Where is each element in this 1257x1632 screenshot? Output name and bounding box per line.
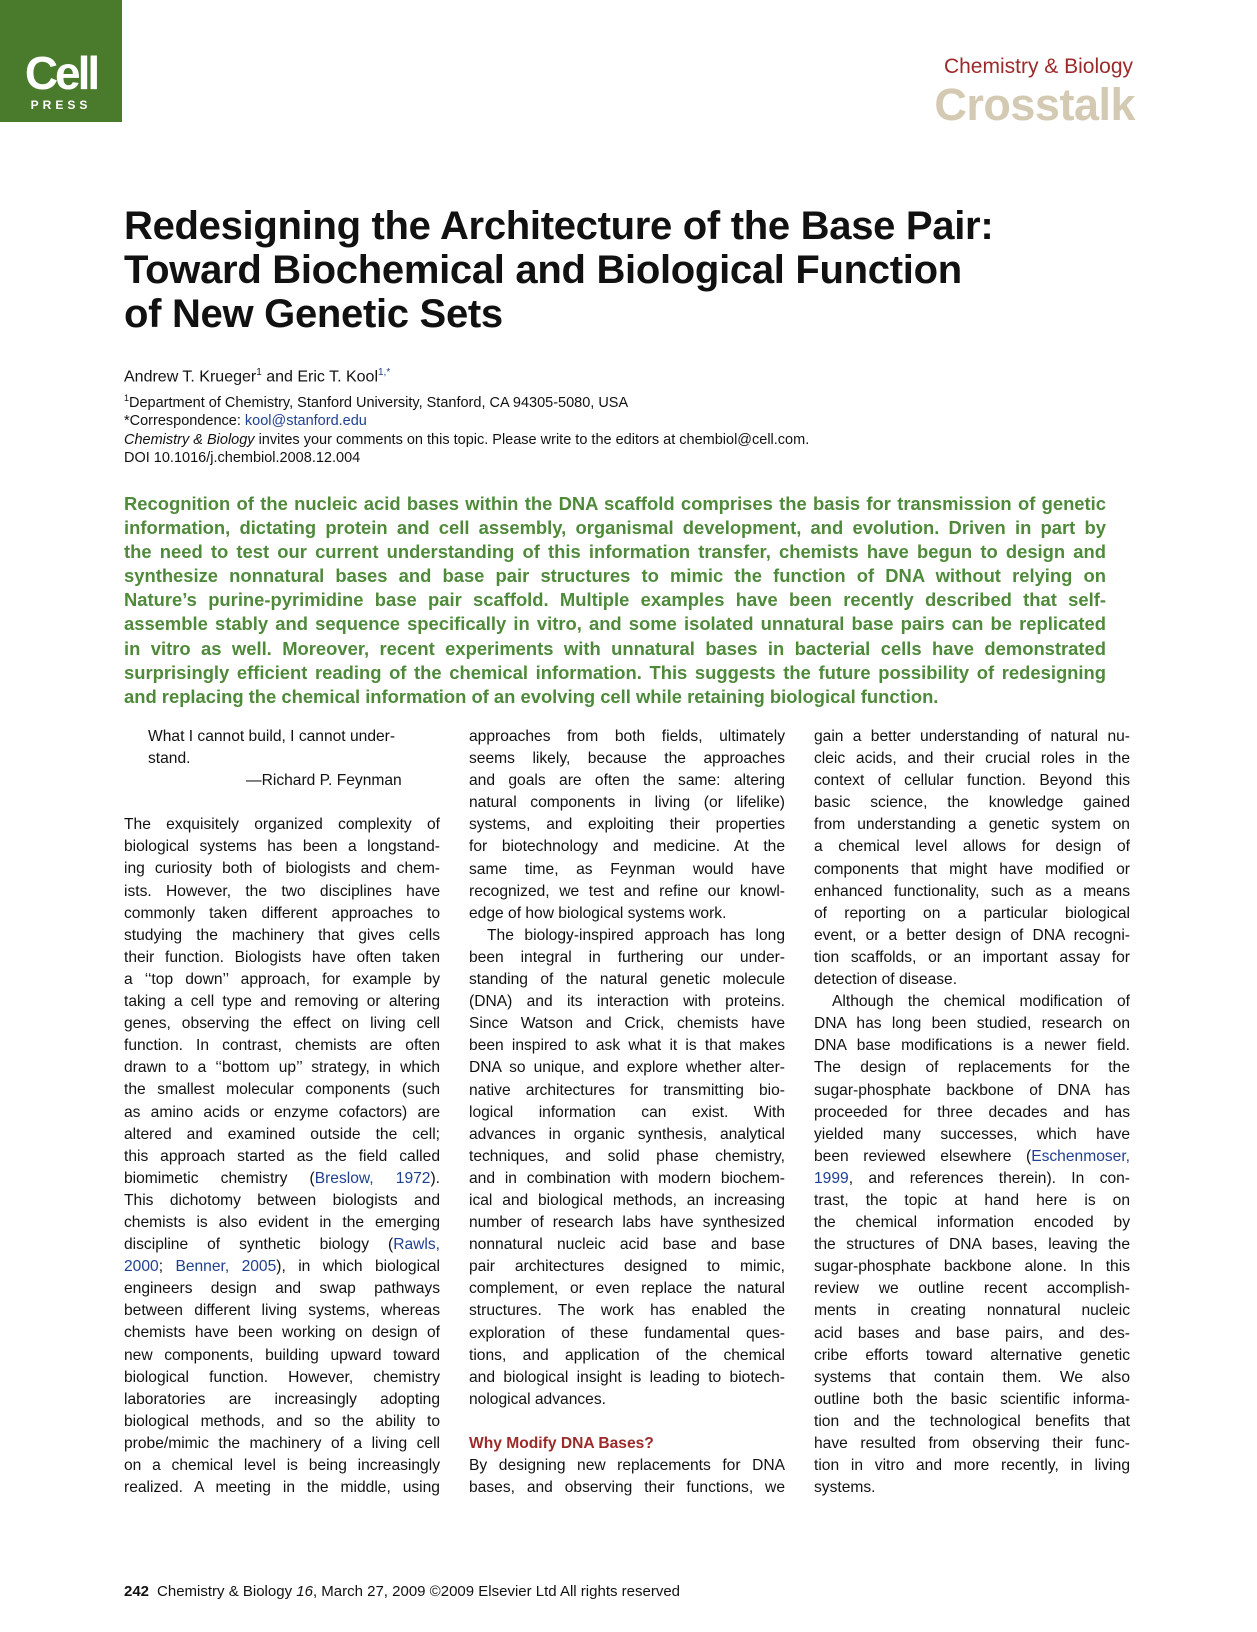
footer-copyright: , March 27, 2009 ©2009 Elsevier Ltd All rights reserved xyxy=(312,1583,681,1600)
author-separator: and xyxy=(261,368,298,386)
body-line: chemists have been working on design of xyxy=(124,1324,440,1342)
citation-link[interactable]: Benner, 2005 xyxy=(175,1258,277,1276)
body-line: and in combination with modern biochem- xyxy=(469,1169,785,1187)
body-line: components that might have modified or xyxy=(814,860,1130,878)
body-line: tions, and application of the chemical xyxy=(469,1346,785,1364)
body-line: event, or a better design of DNA recogni- xyxy=(814,926,1130,944)
body-line: acid bases and base pairs, and des- xyxy=(814,1324,1130,1342)
abstract-line: and replacing the chemical information of an evolving cell while retaining biological function. xyxy=(124,685,939,707)
title-line: Toward Biochemical and Biological Function xyxy=(124,248,962,292)
body-line: native architectures for transmitting bio- xyxy=(469,1081,785,1099)
abstract-line: assemble stably and sequence specifically in vitro, and some isolated unnatural base pairs can be replicated xyxy=(124,613,1106,635)
body-line: seems likely, because the approaches xyxy=(469,750,785,768)
body-line: of reporting on a particular biological xyxy=(814,904,1130,922)
body-line: approaches from both fields, ultimately xyxy=(469,728,785,745)
cell-press-logo xyxy=(0,0,122,122)
abstract-line: in vitro as well. Moreover, recent experiments with unnatural bases in bacterial cells have demonstrated xyxy=(124,637,1106,659)
body-line: enhanced functionality, such as a means xyxy=(814,882,1130,900)
body-line: advances in organic synthesis, analytical xyxy=(469,1125,785,1143)
body-line xyxy=(814,1168,1130,1190)
body-line: number of research labs have synthesized xyxy=(469,1214,785,1232)
body-line: systems. xyxy=(814,1479,876,1497)
body-line xyxy=(124,1256,440,1278)
body-line: between different living systems, whereas xyxy=(124,1302,440,1320)
body-line: been inspired to ask what it is that makes xyxy=(469,1037,785,1055)
body-line: ists. However, the two disciplines have xyxy=(124,882,440,900)
body-line: detection of disease. xyxy=(814,971,958,989)
body-line: proceeded for three decades and has xyxy=(814,1103,1130,1121)
text-run: ; xyxy=(158,1258,176,1276)
body-line: edge of how biological systems work. xyxy=(469,904,727,922)
author-affiliation-mark[interactable]: 1,* xyxy=(378,367,391,378)
affiliation-mark: 1 xyxy=(124,393,130,403)
body-line: a ‘‘top down’’ approach, for example by xyxy=(124,970,440,988)
footer-volume: 16 xyxy=(296,1583,313,1600)
section-name: Crosstalk xyxy=(934,79,1135,130)
body-line: have resulted from observing their func- xyxy=(814,1435,1130,1452)
author-name: Andrew T. Krueger xyxy=(124,368,257,386)
epigraph-line: stand. xyxy=(148,750,191,768)
body-line: trast, the topic at hand here is on xyxy=(814,1191,1130,1209)
body-line xyxy=(814,1146,1130,1168)
body-line: engineers design and swap pathways xyxy=(124,1280,440,1298)
body-line: bases, and observing their functions, we xyxy=(469,1479,785,1497)
body-line: ments in creating nonnatural nucleic xyxy=(814,1302,1130,1320)
body-line: This dichotomy between biologists and xyxy=(124,1191,440,1209)
body-line: ing curiosity both of biologists and chem- xyxy=(124,860,440,878)
body-line: for biotechnology and medicine. At the xyxy=(469,838,785,856)
body-line: the chemical information encoded by xyxy=(814,1214,1130,1232)
authors xyxy=(124,367,390,386)
journal-name: Chemistry & Biology xyxy=(943,55,1133,78)
body-line: studying the machinery that gives cells xyxy=(124,926,440,944)
body-line: from understanding a genetic system on xyxy=(814,816,1130,834)
page-footer xyxy=(124,1583,680,1600)
body-line: natural components in living (or lifelike) xyxy=(469,794,785,812)
citation-link[interactable]: Rawls, xyxy=(393,1236,440,1254)
body-line: cribe efforts toward alternative genetic xyxy=(814,1346,1130,1364)
article-meta xyxy=(124,389,809,468)
section-heading: Why Modify DNA Bases? xyxy=(469,1434,654,1452)
body-line: biological function. However, chemistry xyxy=(124,1368,440,1386)
body-line: structures. The work has enabled the xyxy=(469,1302,785,1320)
citation-link[interactable]: 2000 xyxy=(124,1258,159,1276)
doi: DOI 10.1016/j.chembiol.2008.12.004 xyxy=(124,450,361,467)
body-column-1 xyxy=(124,726,440,1499)
body-line: the smallest molecular components (such xyxy=(124,1081,440,1099)
body-line: cleic acids, and their crucial roles in the xyxy=(814,750,1130,768)
body-line: outline both the basic scientific informa- xyxy=(814,1390,1130,1408)
body-column-2 xyxy=(469,726,785,1499)
body-line xyxy=(124,1168,440,1190)
body-line: sugar-phosphate backbone of DNA has xyxy=(814,1081,1130,1099)
body-line: pair architectures designed to mimic, xyxy=(469,1258,785,1276)
body-line: nological advances. xyxy=(469,1390,606,1408)
abstract xyxy=(124,492,1106,709)
affiliation-text: Department of Chemistry, Stanford University, Stanford, CA 94305-5080, USA xyxy=(129,394,629,411)
body-line: altered and examined outside the cell; xyxy=(124,1125,440,1143)
body-line: DNA so unique, and explore whether alter- xyxy=(469,1059,785,1077)
citation-link[interactable]: Breslow, 1972 xyxy=(314,1169,431,1187)
body-line: biological methods, and so the ability to xyxy=(124,1412,440,1430)
body-line: tion scaffolds, or an important assay for xyxy=(814,948,1130,966)
author-affiliation-mark: 1 xyxy=(256,367,262,378)
body-line: tion and the technological benefits that xyxy=(814,1412,1130,1430)
body-line: review we outline recent accomplish- xyxy=(814,1280,1130,1298)
logo-word: Cell xyxy=(24,47,98,99)
citation-link[interactable]: Eschenmoser, xyxy=(1031,1147,1130,1165)
abstract-line: information, dictating protein and cell assembly, organismal development, and evolution. Driven in part by xyxy=(124,517,1106,539)
body-line: new components, building upward toward xyxy=(124,1346,440,1364)
body-line: on a chemical level is being increasingly xyxy=(124,1457,440,1474)
invite-journal: Chemistry & Biology xyxy=(124,431,255,448)
abstract-line: Recognition of the nucleic acid bases within the DNA scaffold comprises the basis for transmission of genetic xyxy=(124,493,1106,514)
body-line: Since Watson and Crick, chemists have xyxy=(469,1015,785,1033)
text-run: ). xyxy=(430,1169,440,1187)
body-line: systems that contain them. We also xyxy=(814,1368,1130,1386)
body-line: gain a better understanding of natural nu- xyxy=(814,728,1130,745)
page-number: 242 xyxy=(124,1583,150,1600)
body-line: context of cellular function. Beyond this xyxy=(814,772,1130,790)
body-line: By designing new replacements for DNA xyxy=(469,1457,785,1474)
title-line: Redesigning the Architecture of the Base Pair: xyxy=(124,204,994,248)
body-line: The design of replacements for the xyxy=(814,1059,1130,1077)
body-line: tion in vitro and more recently, in living xyxy=(814,1457,1130,1475)
body-line: taking a cell type and removing or altering xyxy=(124,993,440,1011)
article-title xyxy=(124,204,1104,336)
abstract-line: synthesize nonnatural bases and base pair structures to mimic the function of DNA without relying on xyxy=(124,565,1106,587)
body-line: logical information can exist. With xyxy=(469,1103,785,1121)
body-line: the structures of DNA bases, leaving the xyxy=(814,1236,1130,1254)
citation-link[interactable]: 1999 xyxy=(814,1169,849,1187)
body-line: a chemical level allows for design of xyxy=(814,838,1130,856)
body-line: drawn to a ‘‘bottom up’’ strategy, in which xyxy=(124,1059,440,1077)
body-line: laboratories are increasingly adopting xyxy=(124,1390,440,1408)
correspondence-email-link[interactable]: kool@stanford.edu xyxy=(244,413,367,430)
body-line: nonnatural nucleic acid base and base xyxy=(469,1236,785,1254)
body-line: yielded many successes, which have xyxy=(814,1125,1130,1143)
comment-invite xyxy=(124,431,809,450)
abstract-line: surprisingly efficient reading of the chemical information. This suggests the future possibility of redesigning xyxy=(124,661,1106,683)
body-line: ical and biological methods, an increasing xyxy=(469,1191,785,1209)
invite-text: invites your comments on this topic. Please write to the editors at chembiol@cell.com. xyxy=(254,431,810,448)
body-line: DNA base modifications is a newer field. xyxy=(814,1037,1130,1055)
body-line: probe/mimic the machinery of a living cell xyxy=(124,1434,440,1452)
logo-sub: PRESS xyxy=(30,98,92,112)
footer-journal: Chemistry & Biology xyxy=(157,1583,297,1600)
body-line: systems, and exploiting their properties xyxy=(469,816,785,834)
body-line: and biological insight is leading to biotech- xyxy=(469,1368,785,1386)
body-line: and goals are often the same: altering xyxy=(469,772,785,790)
epigraph xyxy=(124,726,440,792)
epigraph-attribution: —Richard P. Feynman xyxy=(246,772,402,790)
body-line: The biology-inspired approach has long xyxy=(487,926,785,944)
body-line: this approach started as the field called xyxy=(124,1147,440,1165)
body-line: (DNA) and its interaction with proteins. xyxy=(469,993,785,1011)
correspondence xyxy=(124,412,809,431)
body-line: sugar-phosphate backbone alone. In this xyxy=(814,1258,1130,1276)
epigraph-line: What I cannot build, I cannot under- xyxy=(148,728,396,745)
body-line: recognized, we test and refine our knowl- xyxy=(469,882,785,900)
body-line: chemists is also evident in the emerging xyxy=(124,1213,440,1231)
body-line: The exquisitely organized complexity of xyxy=(124,816,440,834)
body-line: biological systems has been a longstand- xyxy=(124,838,440,856)
spacer xyxy=(469,1411,785,1433)
abstract-line: the need to test our current understanding of this information transfer, chemists have begun to design and xyxy=(124,541,1106,563)
body-line: basic science, the knowledge gained xyxy=(814,794,1130,812)
body-line: their function. Biologists have often taken xyxy=(124,948,440,966)
body-line: genes, observing the effect on living cell xyxy=(124,1015,440,1033)
title-line: of New Genetic Sets xyxy=(124,292,503,336)
author-name: Eric T. Kool xyxy=(297,368,378,386)
abstract-line: Nature’s purine-pyrimidine base pair scaffold. Multiple examples have been recently described that self- xyxy=(124,589,1106,611)
body-line: DNA has long been studied, research on xyxy=(814,1015,1130,1033)
body-line: standing of the natural genetic molecule xyxy=(469,971,785,989)
body-line: realized. A meeting in the middle, using xyxy=(124,1479,440,1497)
body-line: as amino acids or enzyme cofactors) are xyxy=(124,1103,440,1121)
body-line: exploration of these fundamental ques- xyxy=(469,1324,785,1342)
correspondence-label: *Correspondence: xyxy=(124,413,245,430)
body-line: same time, as Feynman would have xyxy=(469,860,785,878)
text-run: , and references therein). In con- xyxy=(848,1169,1130,1187)
body-line xyxy=(124,1234,440,1256)
text-run: been reviewed elsewhere ( xyxy=(814,1147,1032,1165)
body-line: techniques, and solid phase chemistry, xyxy=(469,1147,785,1165)
text-run: ), in which biological xyxy=(276,1258,441,1276)
affiliation xyxy=(124,389,809,412)
spacer xyxy=(124,792,440,814)
text-run: discipline of synthetic biology ( xyxy=(124,1236,394,1254)
body-line: Although the chemical modification of xyxy=(832,993,1130,1011)
body-line: commonly taken different approaches to xyxy=(124,904,440,922)
text-run: biomimetic chemistry ( xyxy=(124,1169,315,1187)
body-column-3 xyxy=(814,726,1130,1499)
body-line: been integral in furthering our under- xyxy=(469,948,785,966)
body-line: function. In contrast, chemists are often xyxy=(124,1037,440,1055)
body-line: complement, or even replace the natural xyxy=(469,1280,785,1298)
